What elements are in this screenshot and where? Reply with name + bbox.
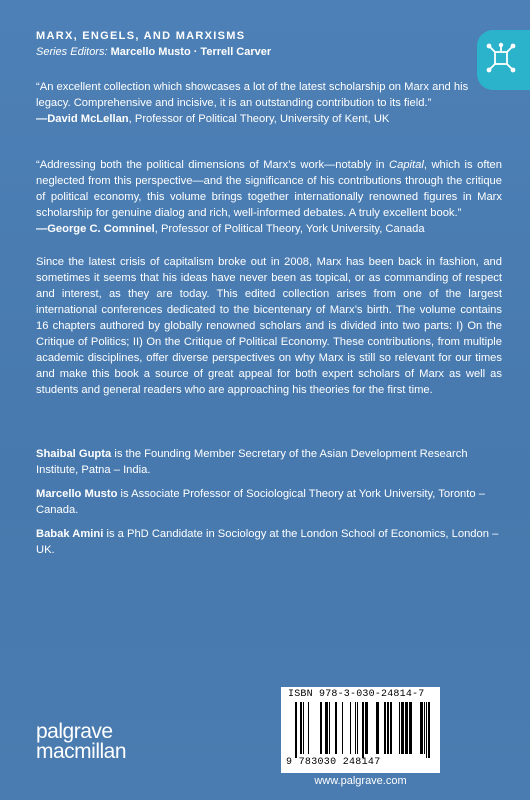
network-diagram-icon (486, 42, 516, 76)
editor-bio-2 (36, 486, 502, 518)
barcode-bar (342, 702, 343, 754)
endorsement-quote-1 (36, 79, 502, 127)
barcode-bar (384, 702, 386, 754)
barcode-bar (325, 702, 328, 754)
barcode-bar (390, 702, 392, 754)
series-editors-names: Marcello Musto · Terrell Carver (110, 46, 272, 58)
publisher-url: www.palgrave.com (281, 773, 440, 789)
quote-text-italic: Capital (389, 159, 424, 171)
editor-bio-1 (36, 446, 502, 478)
quote-text: “An excellent collection which showcases a lot of the latest scholarship on Marx and his legacy. Comprehensive and incisive, it is an outstanding contribution to its field.” (36, 81, 469, 109)
barcode-bar (405, 702, 408, 754)
publisher-logo-line1: palgrave (36, 720, 113, 743)
barcode-bar (401, 702, 404, 754)
barcode-bar (303, 702, 304, 754)
barcode-bar (365, 702, 368, 754)
barcode-bar (376, 702, 379, 754)
barcode-bar (295, 702, 297, 758)
bio-text: is Associate Professor of Sociological Theory at York University, Toronto – Canada. (36, 488, 485, 516)
barcode-bar (409, 702, 412, 754)
publisher-logo (36, 722, 126, 762)
barcode-bar (320, 702, 322, 754)
quote-attribution (36, 111, 502, 127)
quote-attribution (36, 221, 502, 237)
bio-text: is a PhD Candidate in Sociology at the London School of Economics, London – UK. (36, 528, 499, 556)
barcode-bar (350, 702, 351, 754)
barcode-bar (420, 702, 423, 754)
isbn-label: ISBN 978-3-030-24814-7 (288, 689, 425, 700)
barcode-bar (329, 702, 330, 754)
barcode-bar (335, 702, 337, 754)
editor-bio-3 (36, 526, 502, 558)
quote-text (36, 157, 502, 221)
barcode-bar (308, 702, 309, 754)
endorsement-quote-2 (36, 157, 502, 237)
bio-name: Marcello Musto (36, 488, 118, 500)
barcode-bar (355, 702, 356, 754)
bio-name: Shaibal Gupta (36, 448, 112, 460)
book-description (36, 254, 502, 398)
barcode-image (287, 702, 435, 758)
barcode-digits: 9 783030 248147 (286, 757, 381, 768)
barcode-bar (428, 702, 430, 758)
series-title: MARX, ENGELS, AND MARXISMS (36, 30, 246, 42)
bio-text: is the Founding Member Secretary of the Asian Development Research Institute, Patna – India. (36, 448, 468, 476)
quote-affiliation: , Professor of Political Theory, York University, Canada (154, 223, 425, 235)
barcode-bar (357, 702, 358, 754)
barcode-bar (424, 702, 425, 754)
barcode-bar (300, 702, 302, 754)
series-editors-label: Series Editors: (36, 46, 108, 58)
publisher-logo-line2: macmillan (36, 740, 127, 763)
quote-author: —David McLellan (36, 113, 129, 125)
quote-author: —George C. Comninel (36, 223, 155, 235)
series-editors (36, 46, 271, 58)
bio-name: Babak Amini (36, 528, 104, 540)
quote-affiliation: , Professor of Political Theory, University of Kent, UK (128, 113, 390, 125)
quote-text-part: “Addressing both the political dimensions of Marx’s work—notably in (36, 159, 390, 171)
quote-text-part: , which is often neglected from this perspective—and the significance of his contributions through the critique of political economy, this volume brings together internationally renowned figures in Marx scholarship for genuine dialog and rich, well-informed debates. A truly excellent book.” (36, 159, 502, 219)
barcode-bar (387, 702, 389, 754)
barcode-bar (399, 702, 400, 754)
description-text: Since the latest crisis of capitalism broke out in 2008, Marx has been back in fashion, and sometimes it seems that his ideas have never been as topical, or as commanding of respect and interest, as they are today. This edited collection arises from one of the largest international conferences dedicated to the bicentenary of Marx’s birth. The volume contains 16 chapters authored by globally renowned scholars and is divided into two parts: I) On the Critique of Politics; II) On the Critique of Political Economy. These contributions, from multiple academic disciplines, offer diverse perspectives on why Marx is still so relevant for our times and make this book a source of great appeal for both expert scholars of Marx as well as students and general readers who are approaching his theories for the first time. (36, 256, 502, 396)
barcode-bar (426, 702, 427, 758)
barcode-bar (362, 702, 364, 758)
